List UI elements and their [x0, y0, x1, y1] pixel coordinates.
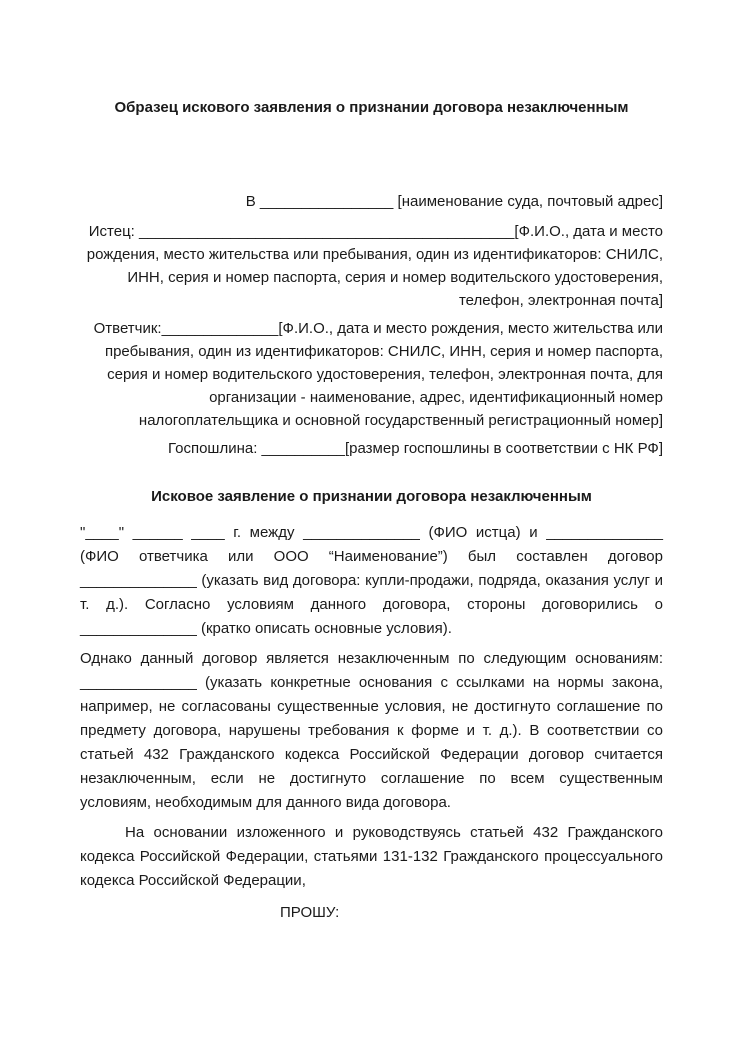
defendant-block: Ответчик:______________[Ф.И.О., дата и место рождения, место жительства или пребывания, один из идентификаторов: СНИЛС, ИНН, серия и номер паспорта, серия и номер водительского удостоверения, телефон, электронная почта, для организации - наименование, адрес, идентификационный номер налогоплательщика и основной государственный регистрационный номер]: [93, 320, 663, 429]
plaintiff-block: Истец: _____________________________________________[Ф.И.О., дата и место рождения, место жительства или пребывания, один из идентификаторов: СНИЛС, ИНН, серия и номер паспорта, серия и номер водительского удостоверения, телефон, электронная почта]: [86, 223, 663, 309]
state-fee-line: Госпошлина: __________[размер госпошлины в соответствии с НК РФ]: [168, 440, 663, 457]
claim-subtitle: Исковое заявление о признании договора незаключенным: [151, 488, 592, 505]
document-title: Образец искового заявления о признании договора незаключенным: [114, 99, 629, 116]
court-name-line: В ________________ [наименование суда, почтовый адрес]: [245, 193, 663, 210]
body-paragraph-legal-basis: На основании изложенного и руководствуясь статьей 432 Гражданского кодекса Российской Федерации, статьями 131-132 Гражданского процессуального кодекса Российской Федерации,: [80, 824, 663, 889]
request-heading: ПРОШУ:: [280, 904, 340, 921]
body-paragraph-grounds: Однако данный договор является незаключенным по следующим основаниям: ______________ (указать конкретные основания с ссылками на нормы закона, например, не согласованы существенные условия, не достигнуто соглашение по предмету договора, нарушены требования к форме и т. д.). В соответствии со статьей 432 Гражданского кодекса Российской Федерации договор считается незаключенным, если не достигнуто соглашение по всем существенным условиям, необходимым для данного вида договора.: [80, 650, 663, 811]
body-paragraph-contract: "____" ______ ____ г. между ______________ (ФИО истца) и ______________ (ФИО ответчика или ООО “Наименование”) был составлен договор ______________ (указать вид договора: купли-продажи, подряда, оказания услуг и т. д.). Согласно условиям данного договора, стороны договорились о ______________ (кратко описать основные условия).: [80, 524, 663, 637]
